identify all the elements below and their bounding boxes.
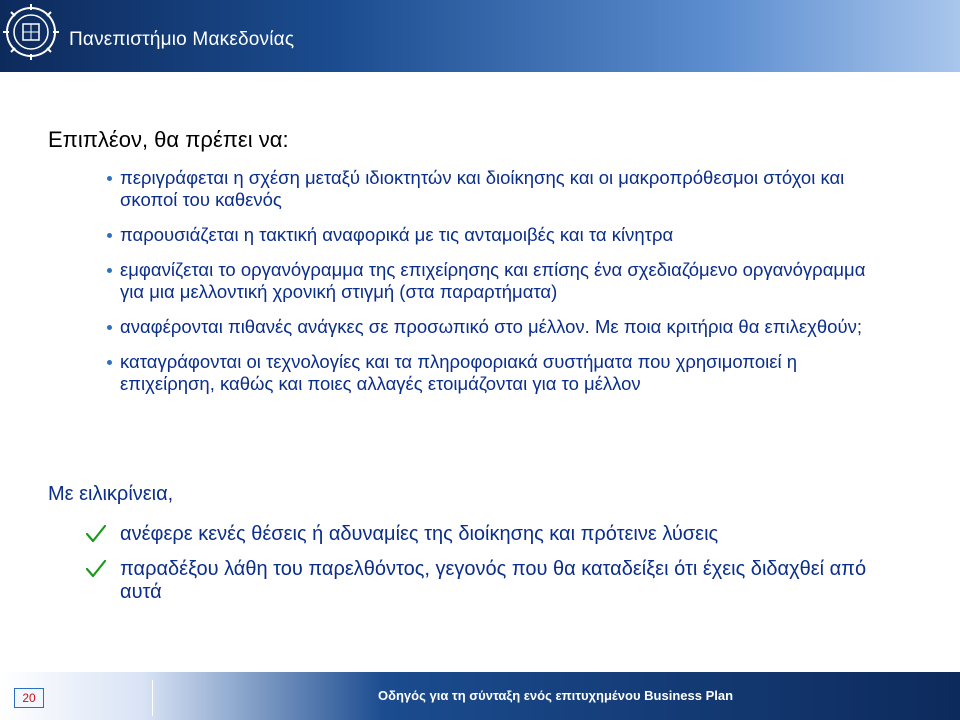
footer-divider [152, 680, 153, 716]
checkmark-icon [86, 560, 106, 578]
bullet-text: καταγράφονται οι τεχνολογίες και τα πληροφοριακά συστήματα που χρησιμοποιεί η επιχείρηση, καθώς και ποιες αλλαγές ετοιμάζονται για το μέλλον [120, 351, 798, 394]
check-text: ανέφερε κενές θέσεις ή αδυναμίες της διοίκησης και πρότεινε λύσεις [120, 523, 719, 545]
sincerity-heading: Με ειλικρίνεια, [48, 483, 174, 505]
university-seal-icon [3, 2, 59, 64]
list-item [120, 523, 880, 546]
bullet-text: εμφανίζεται το οργανόγραμμα της επιχείρησης και επίσης ένα σχεδιαζόμενο οργανόγραμμα για μια μελλοντική χρονική στιγμή (στα παραρτήματα) [120, 259, 866, 302]
bullet-icon [107, 360, 112, 365]
check-text: παραδέξου λάθη του παρελθόντος, γεγονός που θα καταδείξει ότι έχεις διδαχθεί από αυτά [120, 558, 867, 603]
bullet-text: περιγράφεται η σχέση μεταξύ ιδιοκτητών και διοίκησης και οι μακροπρόθεσμοι στόχοι και σκοποί του καθενός [120, 167, 845, 210]
bullet-icon [107, 325, 112, 330]
list-item [120, 316, 870, 338]
list-item [120, 558, 880, 604]
list-item [120, 224, 870, 246]
list-item [120, 351, 870, 395]
list-item [120, 167, 870, 211]
bullet-list [120, 167, 870, 408]
footer-title: Οδηγός για τη σύνταξη ενός επιτυχημένου Business Plan [378, 688, 734, 703]
checklist [120, 523, 880, 616]
bullet-text: παρουσιάζεται η τακτική αναφορικά με τις ανταμοιβές και τα κίνητρα [120, 224, 674, 245]
university-name: Πανεπιστήμιο Μακεδονίας [69, 29, 295, 50]
page-number: 20 [14, 688, 44, 708]
checkmark-icon [86, 525, 106, 543]
bullet-icon [107, 176, 112, 181]
header-bar [0, 0, 960, 72]
list-item [120, 259, 870, 303]
bullet-text: αναφέρονται πιθανές ανάγκες σε προσωπικό στο μέλλον. Με ποια κριτήρια θα επιλεχθούν; [120, 316, 862, 337]
bullet-icon [107, 233, 112, 238]
bullet-icon [107, 268, 112, 273]
slide-heading: Επιπλέον, θα πρέπει να: [48, 127, 289, 152]
